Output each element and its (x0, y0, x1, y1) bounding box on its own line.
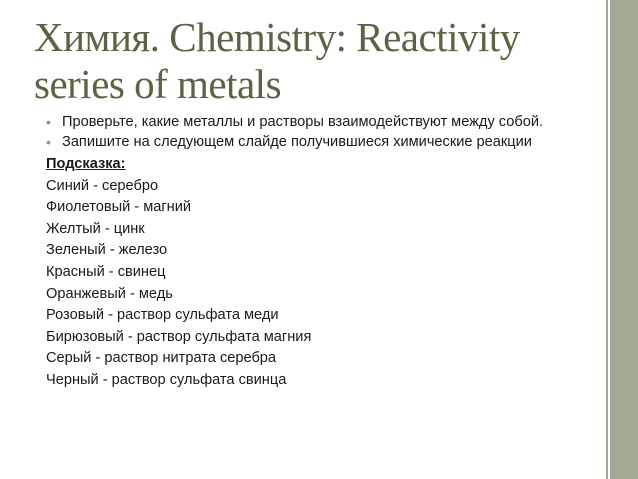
instruction-text: Проверьте, какие металлы и растворы взаимодействуют между собой. (62, 114, 544, 130)
legend-item: Желтый - цинк (46, 220, 145, 237)
bullet-icon: • (46, 134, 51, 150)
legend-item: Розовый - раствор сульфата меди (46, 307, 279, 324)
legend-item: Бирюзовый - раствор сульфата магния (46, 328, 312, 345)
instruction-item (46, 114, 594, 130)
hint-label: Подсказка: (46, 156, 126, 172)
instruction-item (46, 134, 594, 150)
legend-item: Серый - раствор нитрата серебра (46, 350, 277, 367)
legend-item: Черный - раствор сульфата свинца (46, 371, 287, 388)
legend-item: Синий - серебро (46, 177, 159, 194)
slide-title (34, 14, 602, 108)
legend-item: Фиолетовый - магний (46, 199, 192, 216)
legend-item: Зеленый - железо (46, 242, 168, 259)
bullet-icon: • (46, 114, 51, 130)
accent-line (606, 0, 608, 479)
legend-item: Оранжевый - медь (46, 285, 173, 302)
accent-bar (610, 0, 638, 479)
legend-item: Красный - свинец (46, 263, 166, 280)
instruction-text: Запишите на следующем слайде получившиеся химические реакции (62, 134, 532, 150)
title-line-1: Химия. Chemistry: Reactivity (34, 14, 520, 60)
instruction-list (46, 114, 594, 150)
slide-content (46, 114, 594, 392)
color-legend (46, 176, 594, 392)
title-line-2: series of metals (34, 61, 282, 107)
